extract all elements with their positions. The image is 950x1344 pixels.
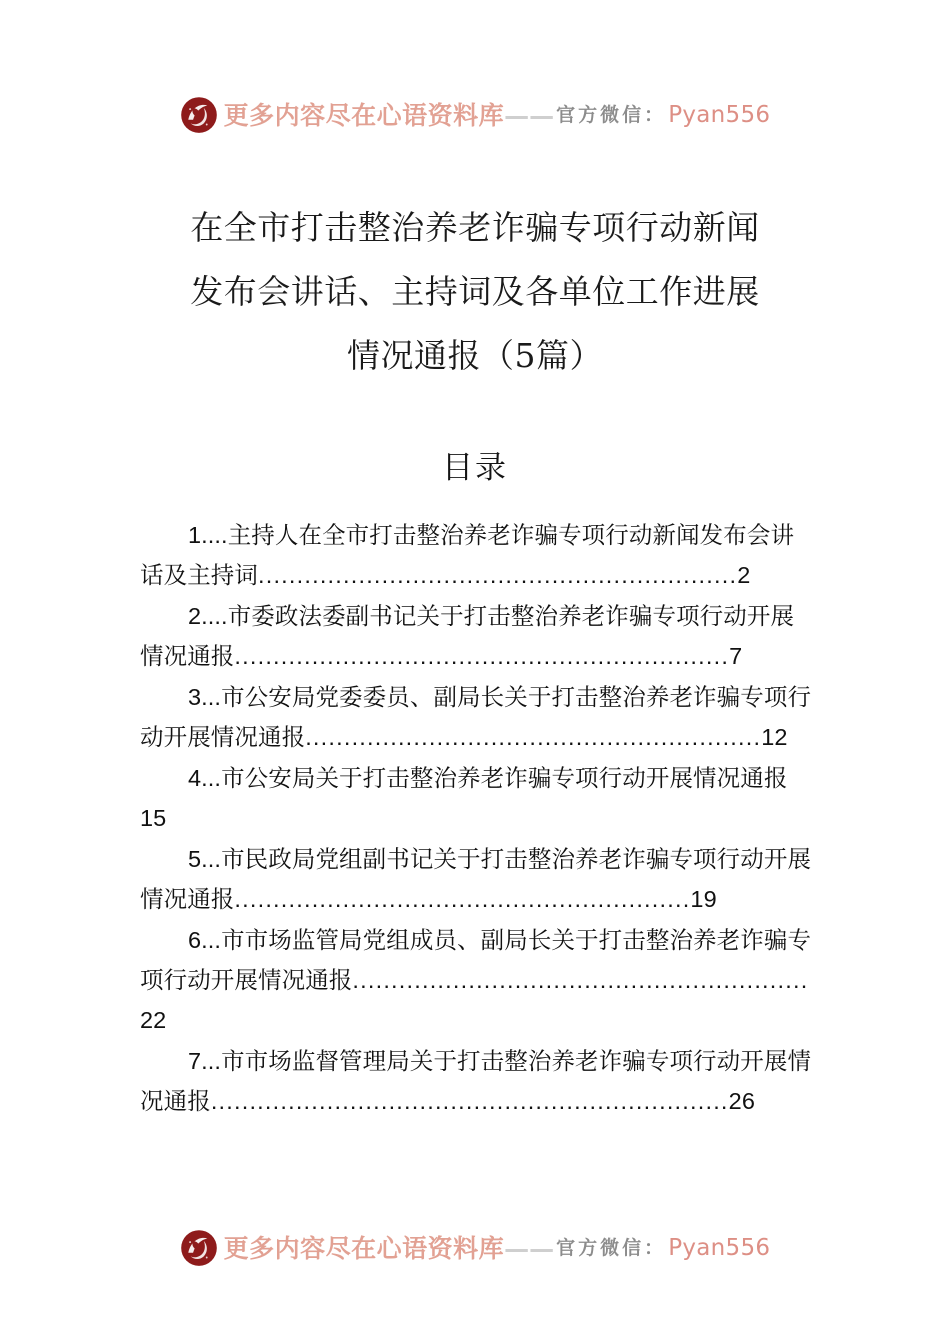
header-watermark [0, 96, 950, 134]
watermark-dash: —— [504, 1233, 555, 1263]
watermark-dash: —— [504, 100, 555, 130]
toc-entry-title: 市市场监督管理局关于打击整治养老诈骗专项行动开展情况通报 [140, 1048, 812, 1114]
footer-watermark [0, 1229, 950, 1267]
toc-entry-number: 5... [188, 846, 222, 872]
toc-entry-number: 1.... [188, 522, 228, 548]
toc-entry-leader: ................................................................ [234, 643, 730, 669]
toc-entry-number: 4... [188, 765, 222, 791]
brush-circle-logo-icon [180, 1229, 218, 1267]
brush-circle-logo-icon [180, 96, 218, 134]
toc-entry[interactable] [140, 515, 812, 595]
toc-entry-title: 市公安局党委委员、副局长关于打击整治养老诈骗专项行动开展情况通报 [140, 684, 812, 750]
watermark-wechat-label: 官方微信： [556, 103, 667, 126]
watermark-wechat-label: 官方微信： [556, 1236, 667, 1259]
toc-entry-number: 2.... [188, 603, 228, 629]
toc-heading: 目录 [442, 450, 508, 486]
toc-entry-page: 12 [761, 724, 788, 750]
toc-entry[interactable] [140, 758, 812, 838]
toc-entry-title: 市公安局关于打击整治养老诈骗专项行动开展情况通报 [221, 765, 788, 791]
toc-entry-title: 市市场监管局党组成员、副局长关于打击整治养老诈骗专项行动开展情况通报 [140, 927, 812, 993]
toc-entry-number: 7... [188, 1048, 222, 1074]
toc-entry[interactable] [140, 839, 812, 919]
toc-entry-page: 2 [737, 562, 751, 588]
toc-entry-number: 6... [188, 927, 222, 953]
document-title [160, 196, 790, 388]
toc-entry-leader: ........................................................... [305, 724, 762, 750]
toc-entry-title: 主持人在全市打击整治养老诈骗专项行动新闻发布会讲话及主持词 [140, 522, 795, 588]
toc-entry-leader: ........................................................... [352, 967, 809, 993]
toc-entry[interactable] [140, 1041, 812, 1121]
toc-entry[interactable] [140, 596, 812, 676]
toc-entry-leader: ................................................................... [210, 1088, 729, 1114]
toc-entry-page: 19 [690, 886, 717, 912]
watermark-cn-text: 更多内容尽在心语资料库 [223, 100, 505, 130]
toc-entry-page: 7 [729, 643, 743, 669]
toc-entry-page: 22 [140, 1007, 167, 1033]
toc-entry-page: 15 [140, 805, 167, 831]
watermark-wechat-handle: Pyan556 [668, 101, 771, 128]
toc-entry-title: 市民政局党组副书记关于打击整治养老诈骗专项行动开展情况通报 [140, 846, 812, 912]
toc-entry[interactable] [140, 920, 812, 1040]
toc-entry-number: 3... [188, 684, 222, 710]
document-title-line-3: 情况通报（5篇） [347, 336, 603, 375]
watermark-wechat-handle: Pyan556 [668, 1234, 771, 1261]
toc-entry-page: 26 [728, 1088, 756, 1114]
toc-entry-leader: ........................................................... [234, 886, 691, 912]
toc-entry[interactable] [140, 677, 812, 757]
document-title-line-2: 发布会讲话、主持词及各单位工作进展 [190, 272, 760, 311]
toc-entry-leader: .............................................................. [258, 562, 738, 588]
table-of-contents [140, 515, 812, 1122]
watermark-cn-text: 更多内容尽在心语资料库 [223, 1233, 505, 1263]
document-title-line-1: 在全市打击整治养老诈骗专项行动新闻 [190, 208, 760, 247]
toc-entry-title: 市委政法委副书记关于打击整治养老诈骗专项行动开展情况通报 [140, 603, 795, 669]
